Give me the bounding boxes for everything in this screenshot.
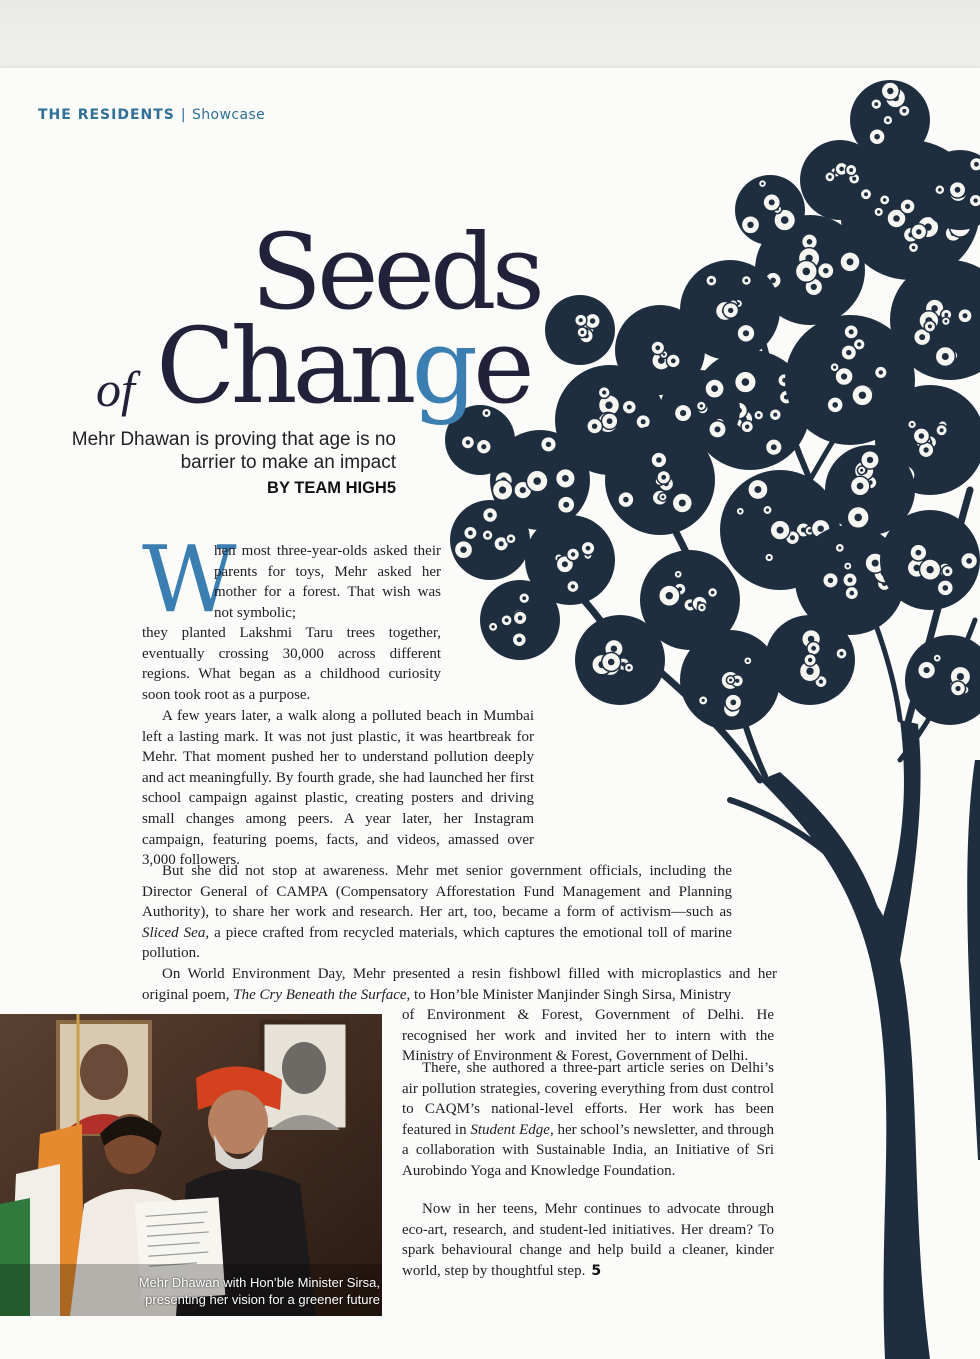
- tree-leaf-center: [590, 318, 595, 323]
- tree-leaf-center: [867, 457, 873, 463]
- tree-leaf-center: [974, 162, 979, 167]
- tree-leaf-center: [864, 192, 868, 196]
- tree-leaf-center: [754, 486, 761, 493]
- tree-leaf-center: [571, 584, 575, 588]
- tree-leaf-center: [857, 342, 861, 346]
- tree-leaf-center: [819, 680, 823, 684]
- tree-leaf-center: [916, 229, 921, 234]
- tree-leaf-center: [571, 552, 575, 556]
- tree-leaf-center: [946, 569, 950, 573]
- tree-leaf-center: [486, 533, 490, 537]
- byline: BY TEAM HIGH5: [267, 479, 396, 497]
- tree-leaf-center: [938, 188, 942, 192]
- paragraph-2-text: A few years later, a walk along a polluted beach in Mumbai left a lasting mark. It was not just plastic, it was heartbreak for Mehr. That moment pushed her to understand pollution deeply and act meaningfully. By fourth grade, she had launched her first school campaign against plastic, creating posters and driving small changes among peers. A year later, her Instagram campaign, featuring poems, facts, and videos, amassed over 3,000 followers.: [142, 708, 534, 869]
- paragraph-5-text-a: There, she authored a three-part article series on Delhi’s air pollution strategies, covering everything from dust control to CAQM’s national-level efforts. Her work has been featured in: [402, 1060, 774, 1138]
- tree-leaf-center: [627, 666, 630, 669]
- tree-leaf-center: [955, 187, 961, 193]
- tree-leaf-center: [943, 585, 949, 591]
- tree-leaf-center: [857, 483, 864, 490]
- paragraph-1-wrapped: hen most three-year-olds asked their parents for toys, Mehr asked her mother for a forest. That wish was not symbolic;: [214, 543, 441, 621]
- photo-caption: Mehr Dhawan with Hon’ble Minister Sirsa, presenting her vision for a greener future: [138, 1275, 380, 1307]
- tree-leaf-center: [769, 199, 775, 205]
- tree-leaf-center: [811, 646, 816, 651]
- paragraph-4-continued: of Environment & Forest, Government of Delhi. He recognised her work and invited her to intern with the Ministry of Environment & Forest, Government of Delhi.: [402, 1007, 774, 1065]
- paragraph-3: [142, 861, 732, 964]
- tree-leaf-center: [592, 424, 597, 429]
- tree-leaf-center: [679, 500, 686, 507]
- tree-leaf-center: [711, 591, 715, 595]
- tree-leaf-center: [928, 324, 932, 328]
- section-header: [38, 107, 265, 123]
- tree-leaf-center: [608, 659, 615, 666]
- tree-leaf-center: [841, 373, 847, 379]
- tree-leaf-center: [839, 167, 844, 172]
- tree-leaf-center: [806, 668, 813, 675]
- drop-cap: W: [142, 526, 237, 633]
- tree-leaf-center: [709, 279, 713, 283]
- portrait-face-right: [282, 1042, 326, 1094]
- headline-change-part1: Chan: [156, 305, 412, 427]
- tree-leaf-center: [893, 215, 900, 222]
- tree-leaf-center: [761, 182, 764, 185]
- tree-leaf-center: [742, 378, 750, 386]
- standfirst: Mehr Dhawan is proving that age is no barrier to make an impact: [71, 429, 396, 473]
- tree-leaf-center: [611, 646, 617, 652]
- headline-change-letter-g: g: [411, 305, 474, 427]
- tree-leaf-center: [902, 109, 906, 113]
- paragraph-3-text-b: , a piece crafted from recycled materials, which captures the emotional toll of marine pollution.: [142, 924, 732, 962]
- tree-leaf-center: [790, 535, 795, 540]
- tree-leaf-center: [828, 175, 832, 179]
- headline-change-part2: e: [473, 305, 530, 427]
- tree-leaf-center: [926, 566, 933, 573]
- tree-leaf-center: [680, 410, 686, 416]
- tree-leaf-center: [702, 699, 705, 702]
- tree-leaf-center: [803, 268, 811, 276]
- headline-word-seeds: Seeds: [250, 211, 540, 333]
- tree-leaf-center: [729, 679, 732, 682]
- tree-leaf-center: [966, 558, 972, 564]
- tree-leaf-center: [828, 578, 833, 583]
- tree-leaf-center: [807, 239, 813, 245]
- tree-leaf-center: [944, 313, 948, 317]
- tree-leaf-center: [840, 652, 844, 656]
- tree-leaf-center: [671, 359, 676, 364]
- tree-leaf-center: [499, 486, 506, 493]
- portrait-face-left: [80, 1044, 128, 1100]
- tree-leaf-center: [728, 308, 733, 313]
- tree-leaf-center: [730, 700, 736, 706]
- tree-leaf-center: [771, 444, 777, 450]
- tree-leaf-center: [735, 679, 739, 683]
- tree-leaf-center: [874, 134, 880, 140]
- tree-leaf-center: [656, 457, 662, 463]
- tree-leaf-center: [739, 510, 742, 513]
- tree-leaf-center: [818, 526, 824, 532]
- tree-leaf-center: [747, 222, 753, 228]
- section-separator: |: [180, 107, 186, 123]
- tree-leaf-center: [877, 210, 880, 213]
- tree-leaf-center: [838, 546, 841, 549]
- paragraph-6-text: Now in her teens, Mehr continues to advocate through eco-art, research, and student-led initiatives. Her dream? To spark behavioural change and help build a cleaner, kinder world, step by thoughtful step.: [402, 1201, 774, 1279]
- tree-leaf-center: [505, 618, 509, 622]
- tree-leaf-center: [919, 334, 925, 340]
- tree-leaf-center: [777, 527, 784, 534]
- tree-leaf-center: [661, 495, 664, 498]
- tree-leaf-center: [509, 537, 513, 541]
- tree-leaf-center: [655, 345, 660, 350]
- photo-illustration: [0, 1014, 382, 1316]
- tree-leaf-center: [957, 673, 964, 680]
- paragraph-1: they planted Lakshmi Taru trees together, eventually crossing 30,000 across different regions. What began as a childhood curiosity soon took root as a purpose.: [142, 625, 441, 703]
- tree-leaf-center: [586, 546, 591, 551]
- tree-leaf-center: [963, 313, 968, 318]
- tree-leaf-center: [663, 353, 666, 356]
- tree-leaf-center: [860, 469, 863, 472]
- paragraph-4: [142, 964, 777, 1005]
- tree-leaf-center: [944, 320, 947, 323]
- tree-leaf-center: [849, 168, 853, 172]
- paragraph-4-text-a: On World Environment Day, Mehr presented a resin fishbowl filled with microplastics and her original poem,: [142, 966, 777, 1003]
- tree-leaf-center: [745, 425, 749, 429]
- tree-leaf-center: [811, 284, 817, 290]
- tree-leaf-center: [940, 428, 944, 432]
- headline: [90, 211, 560, 450]
- paragraph-2: [142, 706, 534, 871]
- tree-leaf-center: [766, 508, 769, 511]
- tree-leaf-center: [517, 637, 522, 642]
- tree-leaf-center: [661, 475, 666, 480]
- tree-leaf-center: [833, 366, 836, 369]
- tree-leaf-center: [700, 404, 703, 407]
- tree-leaf-center: [602, 390, 606, 394]
- tree-leaf-center: [846, 350, 851, 355]
- subsection-name: Showcase: [192, 107, 266, 123]
- tree-leaf-center: [773, 413, 777, 417]
- tree-leaf-center: [460, 547, 466, 553]
- tree-leaf-center: [499, 541, 504, 546]
- tree-leaf-center: [912, 246, 916, 250]
- tree-leaf-center: [905, 204, 910, 209]
- tree-leaf-center: [832, 402, 838, 408]
- tree-leaf-center: [746, 659, 749, 662]
- tree-leaf-center: [942, 353, 949, 360]
- tree-leaf-center: [887, 88, 893, 94]
- publication-student-edge: Student Edge: [470, 1121, 550, 1138]
- tree-leaf-center: [488, 512, 493, 517]
- photo: [0, 1014, 382, 1316]
- tree-leaf-center: [627, 405, 632, 410]
- tree-leaf-center: [886, 119, 889, 122]
- tree-leaf-center: [808, 658, 812, 662]
- tree-leaf-center: [879, 370, 883, 374]
- tree-leaf-center: [468, 531, 473, 536]
- tree-leaf-center: [936, 657, 939, 660]
- tree-leaf-center: [745, 279, 749, 283]
- tree-leaf-center: [872, 560, 879, 567]
- headline-word-of: of: [96, 361, 135, 417]
- tree-leaf-center: [849, 329, 854, 334]
- tree-leaf-center: [848, 578, 853, 583]
- poem-title: The Cry Beneath the Surface: [233, 986, 407, 1003]
- artwork-title-sliced-sea: Sliced Sea: [142, 924, 206, 941]
- tree-leaf-center: [562, 561, 568, 567]
- tree-leaf-center: [520, 487, 526, 493]
- tree-leaf-center: [522, 596, 526, 600]
- tree-leaf-center: [847, 258, 854, 265]
- tree-leaf-center: [581, 331, 585, 335]
- tree-leaf-center: [781, 216, 789, 224]
- tree-leaf-center: [852, 177, 856, 181]
- tree-leaf-center: [850, 591, 855, 596]
- tree-leaf-center: [919, 433, 925, 439]
- tree-leaf-center: [518, 616, 523, 621]
- tree-leaf-center: [923, 447, 928, 452]
- tree-second-trunk: [967, 760, 980, 1160]
- paragraph-6: [402, 1199, 774, 1281]
- tree-leaf-center: [491, 625, 494, 628]
- tree-leaf-center: [768, 556, 771, 559]
- paragraph-4-text-b: , to Hon’ble Minister Manjinder Singh Sirsa, Ministry: [406, 986, 732, 1003]
- tree-trunk: [760, 720, 930, 1359]
- tree-leaf-center: [854, 514, 862, 522]
- paragraph-5-text-b: , her school’s newsletter, and through a collaboration with Sustainable India, an Initiative of Sri Aurobindo Yoga and Knowledge Foundation.: [402, 1121, 774, 1179]
- tree-leaf-center: [916, 550, 922, 556]
- tree-leaf-center: [605, 402, 612, 409]
- tree-leaf-center: [715, 426, 721, 432]
- tree-leaf-center: [883, 198, 887, 202]
- tree-leaf-center: [859, 392, 866, 399]
- tree-leaf-center: [874, 102, 878, 106]
- tree-leaf-center: [623, 497, 629, 503]
- tree-leaf-center: [973, 198, 977, 202]
- tree-leaf-center: [823, 268, 829, 274]
- tree-leaf-center: [955, 686, 960, 691]
- tree-leaf-center: [924, 667, 930, 673]
- tree-leaf-center: [743, 330, 749, 336]
- section-name: THE RESIDENTS: [38, 107, 175, 123]
- tree-leaf-center: [757, 414, 760, 417]
- tree-leaf-center: [641, 419, 646, 424]
- tree-leaf-center: [700, 606, 703, 609]
- tree-leaf-center: [607, 418, 613, 424]
- headline-word-change: [156, 305, 530, 427]
- paragraph-5: [402, 1058, 774, 1182]
- tree-leaf-center: [563, 502, 569, 508]
- tree-leaf-center: [666, 592, 673, 599]
- tree-leaf-center: [911, 423, 914, 426]
- tree-leaf-center: [846, 565, 849, 568]
- tree-leaf-center: [711, 385, 718, 392]
- end-mark-logo: 5: [591, 1262, 602, 1279]
- tree-leaf-center: [579, 318, 583, 322]
- tree-leaf-center: [677, 573, 680, 576]
- tree-leaf-center: [562, 475, 569, 482]
- tree-leaf-center: [533, 477, 541, 485]
- paragraph-3-text-a: But she did not stop at awareness. Mehr met senior government officials, including the Director General of CAMPA (Compensatory Afforestation Fund Management and Planning Authority), to share her work and research. Her art, too, became a form of activism—such as: [142, 863, 732, 921]
